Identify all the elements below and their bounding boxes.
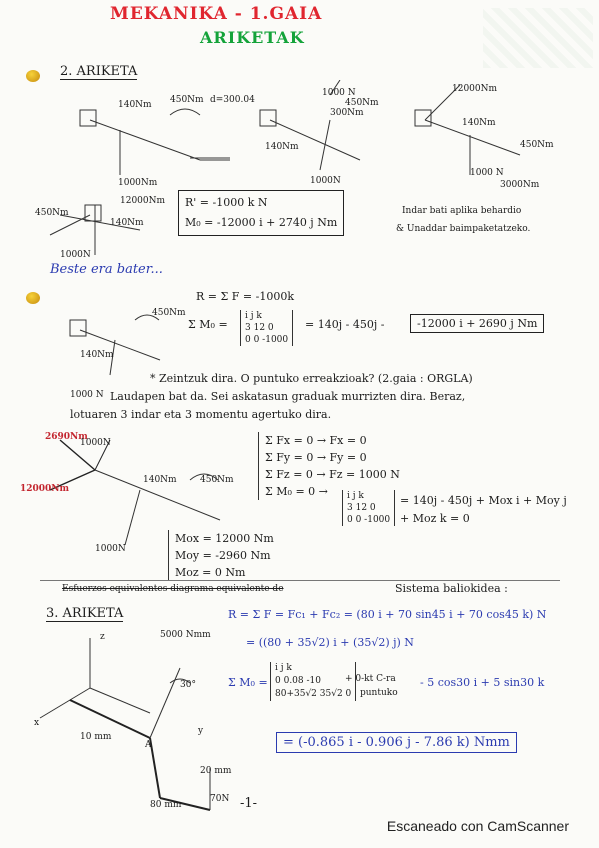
page-number: -1- (240, 796, 258, 811)
s3-label-e6: 70N (210, 794, 230, 804)
s3-matrix-row2: 0 0.08 -10 (275, 676, 321, 686)
s3-diagram (30, 628, 240, 828)
s2-label-b7: 1000 N (470, 168, 504, 178)
s2b-eq-M-left: Σ M₀ = (188, 318, 228, 331)
s2b-label-d4: 140Nm (143, 475, 177, 485)
s3-eq-R1: R = Σ F = Fc₁ + Fc₂ = (80 i + 70 sin45 i + 70 cos45 k) N (228, 608, 547, 621)
s2b-moment-z: Moz = 0 Nm (175, 566, 246, 579)
s3-matrix-row3: 80+35√2 35√2 0 (275, 689, 352, 699)
s3-matrix-row1: i j k (275, 663, 292, 673)
s3-struck-text: Esfuerzos equivalentes diagrama equivalente de (62, 584, 284, 594)
s3-label-e4: 20 mm (200, 766, 232, 776)
s3-label-e7: A (145, 740, 152, 750)
s2b-label-c3: 1000 N (70, 390, 104, 400)
s2b-sys-eq4: Σ M₀ = 0 → (265, 485, 328, 498)
s2-result-M: M₀ = -12000 i + 2740 j Nm (185, 216, 338, 229)
s2-label-a5: 12000Nm (120, 196, 166, 206)
s2-label-b2: 300Nm (330, 108, 364, 118)
s3-label-x: x (34, 718, 40, 728)
s2b-para-line1: * Zeintzuk dira. O puntuko erreakzioak? (2.gaia : ORGLA) (150, 372, 473, 385)
s2b-label-c1: 450Nm (152, 308, 186, 318)
s3-final-result: = (-0.865 i - 0.906 j - 7.86 k) Nmm (276, 732, 517, 753)
s2-label-b4b: 140Nm (462, 118, 496, 128)
s2-results-box (178, 190, 344, 236)
s2-label-b5: 12000Nm (452, 84, 498, 94)
s3-eq-note1: + 0-kt C-ra (345, 674, 396, 684)
s2-note-line1: Indar bati aplika behardio (402, 206, 522, 216)
s2b-label-c2: 140Nm (80, 350, 114, 360)
s2-label-b3: 450Nm (345, 98, 379, 108)
s2-label-b8: 3000Nm (500, 180, 540, 190)
s2-result-R: R' = -1000 k N (185, 196, 268, 209)
s2b-eq-M-box: -12000 i + 2690 j Nm (410, 314, 544, 333)
bullet-dot-2 (26, 292, 40, 304)
s2b-label-d1: 2690Nm (45, 432, 88, 442)
s2b-matrix (240, 310, 293, 346)
s3-label-e1: 5000 Nmm (160, 630, 211, 640)
s2-label-b6: 450Nm (520, 140, 554, 150)
s2b-label-d2: 1000N (80, 438, 111, 448)
s2b-sys-result2: + Moz k = 0 (400, 512, 470, 525)
s3-label-e2: 30° (180, 680, 196, 690)
title-line2: ARIKETAK (200, 28, 305, 47)
s2-label-a8: 1000N (60, 250, 91, 260)
s2-label-a4: 1000Nm (118, 178, 158, 188)
s3-system-label: Sistema baliokidea : (395, 582, 508, 595)
s3-heading: 3. ARIKETA (46, 606, 124, 621)
s2b-sys-eq3: Σ Fz = 0 → Fz = 1000 N (265, 468, 400, 481)
s2b-moment-y: Moy = -2960 Nm (175, 549, 271, 562)
s2b-label-d5: 450Nm (200, 475, 234, 485)
s2b-sys-matrix-row2: 3 12 0 (347, 503, 376, 513)
s2b-moment-x: Mox = 12000 Nm (175, 532, 274, 545)
s2b-eq-R: R = Σ F = -1000k (196, 290, 294, 303)
s2-label-a6: 450Nm (35, 208, 69, 218)
s2b-label-d3: 12000Nm (20, 484, 70, 494)
s2b-sys-eq2: Σ Fy = 0 → Fy = 0 (265, 451, 367, 464)
section2-heading: 2. ARIKETA (60, 64, 138, 79)
s3-eq-M-left: Σ M₀ = (228, 676, 268, 689)
s2b-para-line3: lotuaren 3 indar eta 3 momentu agertuko dira. (70, 408, 332, 421)
s2b-label-d6: 1000N (95, 544, 126, 554)
s2-label-b9: 1000N (310, 176, 341, 186)
title-line1: MEKANIKA - 1.GAIA (110, 4, 323, 24)
s2b-moments (168, 530, 274, 581)
s2-label-a2: 450Nm (170, 95, 204, 105)
s2b-eq-M-mid: = 140j - 450j - (305, 318, 385, 331)
s3-eq-tail: - 5 cos30 i + 5 sin30 k (420, 676, 545, 689)
s2-label-a3: d=300.04 (210, 95, 255, 105)
s2-note-line2: & Unaddar baimpaketatzeko. (396, 224, 531, 234)
s2b-matrix-row3: 0 0 -1000 (245, 335, 289, 345)
s2b-sys-result1: = 140j - 450j + Mox i + Moy j (400, 494, 567, 507)
s2b-sys-matrix-row1: i j k (347, 491, 364, 501)
s2-label-b1: 1000 N (322, 88, 356, 98)
s2b-sys-eq1: Σ Fx = 0 → Fx = 0 (265, 434, 367, 447)
s3-label-e3: 10 mm (80, 732, 112, 742)
s3-label-y: y (198, 726, 204, 736)
s2-label-a1: 140Nm (118, 100, 152, 110)
s3-matrix (270, 662, 356, 701)
s2b-sys-matrix (342, 490, 395, 526)
s3-label-z: z (100, 632, 105, 642)
s2-label-a7b: 140Nm (110, 218, 144, 228)
s3-eq-note2: puntuko (360, 688, 398, 698)
corner-pattern (483, 8, 593, 68)
s2b-sys-matrix-row3: 0 0 -1000 (347, 515, 391, 525)
s2-label-b4: 140Nm (265, 142, 299, 152)
s3-eq-R2: = ((80 + 35√2) i + (35√2) j) N (246, 636, 414, 649)
s2b-para-line2: Laudapen bat da. Sei askatasun graduak murrizten dira. Beraz, (110, 390, 466, 403)
divider (40, 580, 560, 581)
s2b-matrix-row1: i j k (245, 311, 262, 321)
s3-label-e5: 80 mm (150, 800, 182, 810)
s2b-matrix-row2: 3 12 0 (245, 323, 274, 333)
camscanner-watermark: Escaneado con CamScanner (386, 818, 569, 834)
s2-aside: Beste era bater... (50, 262, 163, 277)
